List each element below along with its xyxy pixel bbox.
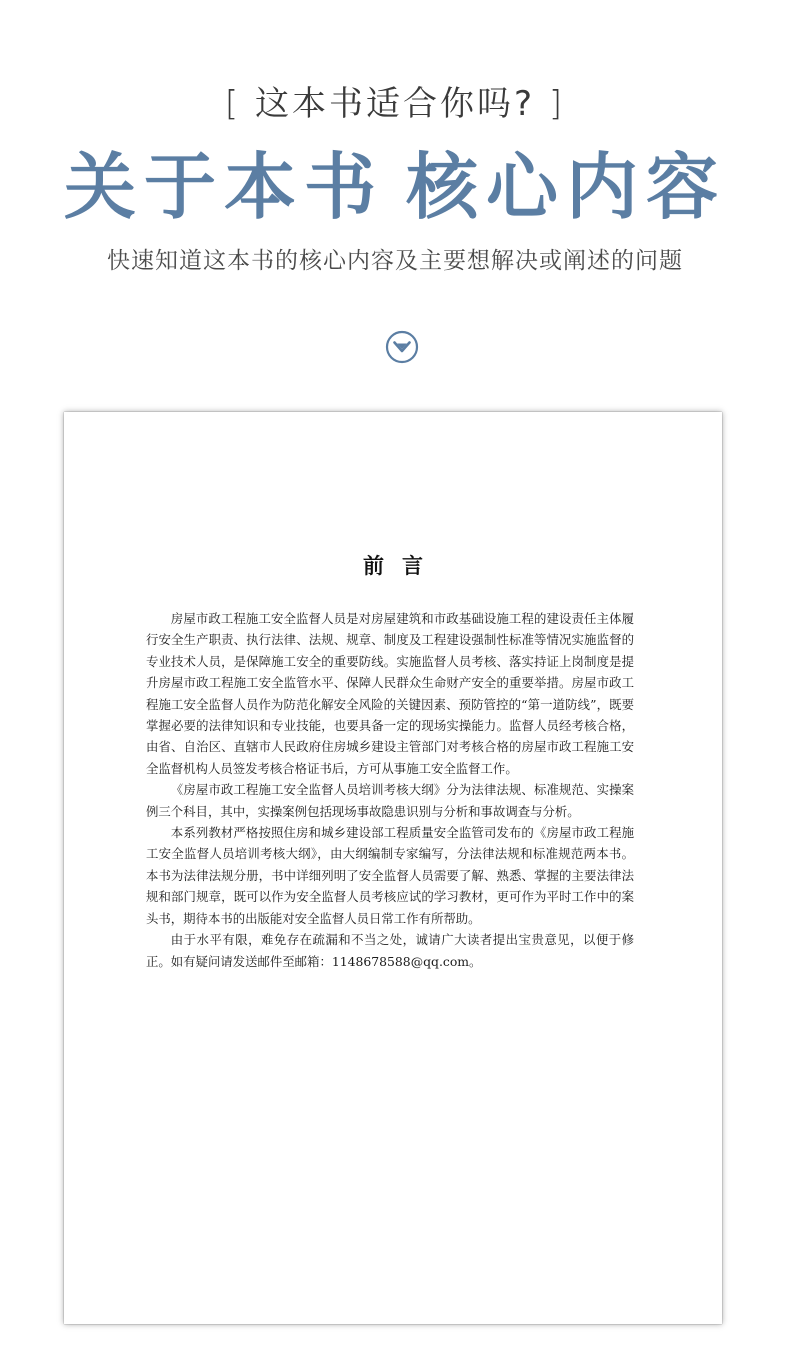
question-heading <box>0 82 790 126</box>
main-title <box>0 142 790 232</box>
question-text: 这本书适合你吗? <box>254 84 536 124</box>
preface-paragraph: 本系列教材严格按照住房和城乡建设部工程质量安全监管司发布的《房屋市政工程施工安全监督人员培训考核大纲》，由大纲编制专家编写，分法律法规和标准规范两本书。本书为法律法规分册，书中详细列明了安全监督人员需要了解、熟悉、掌握的主要法律法规和部门规章，既可以作为安全监督人员考核应试的学习教材，更可作为平时工作中的案头书，期待本书的出版能对安全监督人员日常工作有所帮助。 <box>146 825 634 926</box>
description: 快速知道这本书的核心内容及主要想解决或阐述的问题 <box>107 248 683 274</box>
document-page <box>64 412 722 1324</box>
preface-title: 前言 <box>363 553 441 578</box>
preface-paragraph: 由于水平有限，难免存在疏漏和不当之处，诚请广大读者提出宝贵意见，以便于修正。如有疑问请发送邮件至邮箱：1148678588@qq.com。 <box>146 932 634 969</box>
main-title-part1: 关于本书 <box>63 144 384 229</box>
left-bracket: [ <box>224 84 242 124</box>
preface-paragraph: 房屋市政工程施工安全监督人员是对房屋建筑和市政基础设施工程的建设责任主体履行安全生产职责、执行法律、法规、规章、制度及工程建设强制性标准等情况实施监督的专业技术人员，是保障施工安全的重要防线。实施监督人员考核、落实持证上岗制度是提升房屋市政工程施工安全监管水平、保障人民群众生命财产安全的重要举措。房屋市政工程施工安全监督人员作为防范化解安全风险的关键因素、预防管控的“第一道防线”，既要掌握必要的法律知识和专业技能，也要具备一定的现场实操能力。监督人员经考核合格，由省、自治区、直辖市人民政府住房城乡建设主管部门对考核合格的房屋市政工程施工安全监督机构人员签发考核合格证书后，方可从事施工安全监督工作。 <box>146 611 634 776</box>
main-title-part2: 核心内容 <box>406 144 727 229</box>
preface-paragraph: 《房屋市政工程施工安全监督人员培训考核大纲》分为法律法规、标准规范、实操案例三个科目，其中，实操案例包括现场事故隐患识别与分析和事故调查与分析。 <box>146 782 634 819</box>
right-bracket: ] <box>548 84 566 124</box>
preface-body <box>146 608 634 972</box>
header-section <box>0 0 790 400</box>
chevron-down-circle-icon <box>385 330 419 364</box>
